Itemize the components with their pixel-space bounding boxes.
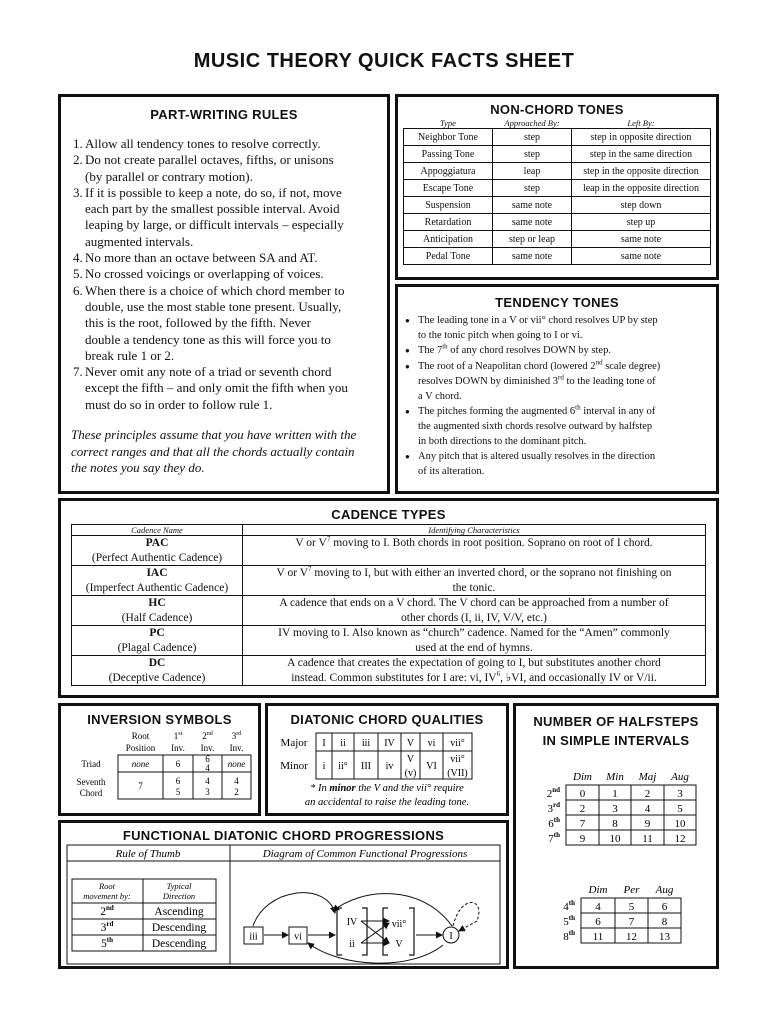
typical-direction: Descending	[151, 938, 207, 950]
major-chord: iii	[361, 738, 371, 749]
nct-header-approach: Approached By:	[504, 117, 560, 128]
minor-chord: (v)	[404, 768, 417, 779]
minor-chord: i	[322, 761, 326, 772]
rule-number: 5.	[73, 266, 83, 282]
interval-name: 5th	[563, 914, 575, 928]
rule-number: 1.	[73, 136, 83, 151]
nct-cell: step up	[572, 214, 711, 231]
cadence-desc-line: A cadence that creates the expectation of going to I, but substitutes another chord	[287, 657, 661, 669]
halfstep-value: 12	[674, 833, 686, 845]
part-writing-box	[58, 94, 390, 494]
rule-of-thumb-header: Rule of Thumb	[115, 848, 181, 860]
progressions-heading: FUNCTIONAL DIATONIC CHORD PROGRESSIONS	[122, 828, 445, 843]
cadence-desc-line: A cadence that ends on a V chord. The V chord can be approached from a number of	[279, 597, 669, 609]
cadence-full-name: (Deceptive Cadence)	[108, 671, 206, 684]
cadence-abbr: HC	[148, 597, 166, 609]
tendency-line: resolves DOWN by diminished 3rd to the leading tone of	[418, 373, 656, 387]
interval-col-header: Per	[623, 884, 640, 896]
nct-row	[404, 163, 711, 180]
tendency-line: ● The root of a Neapolitan chord (lowered 2nd scale degree)	[418, 358, 661, 373]
inversion-symbols-box	[58, 703, 261, 816]
halfstep-value: 7	[628, 916, 635, 928]
movement-header: Root	[98, 881, 116, 891]
rule-number: 4.	[73, 250, 83, 266]
cadence-abbr: DC	[148, 657, 166, 669]
interval-name: 4th	[563, 899, 575, 913]
tendency-line: ● The leading tone in a V or vii° chord resolves UP by step	[418, 315, 658, 326]
nct-cell: Passing Tone	[404, 146, 493, 163]
part-writing-rule	[61, 266, 387, 282]
triad-symbol: none	[131, 759, 150, 769]
cadence-name-cell	[72, 536, 243, 566]
tendency-line: ● Any pitch that is altered usually resolves in the direction	[418, 451, 656, 463]
cadence-row	[72, 626, 706, 656]
interval-col-header: Aug	[671, 771, 689, 783]
part-writing-heading: PART-WRITING RULES	[150, 107, 298, 122]
note-line: the notes you say they do.	[71, 460, 205, 476]
rule-line: No crossed voicings or overlapping of voices.	[85, 266, 324, 282]
triad-label: Triad	[81, 759, 101, 769]
non-chord-table	[403, 117, 711, 265]
cadence-desc-line: V or $V^7$ moving to I, but with either an inverted chord, or the soprano not finishing on	[276, 565, 672, 579]
chord-iii-label: iii	[249, 931, 258, 943]
halfstep-value: 9	[579, 833, 586, 845]
interval-name: 2nd	[546, 786, 560, 800]
nct-cell: same note	[493, 248, 572, 265]
diagram-header: Diagram of Common Functional Progressions	[262, 848, 468, 860]
triad-symbol: 6	[175, 759, 181, 769]
tendency-line: ● The pitches forming the augmented 6th interval in any of	[418, 403, 656, 418]
non-chord-tones-box	[395, 94, 719, 280]
nct-cell: Escape Tone	[404, 180, 493, 197]
part-writing-rule	[61, 250, 387, 266]
minor-chord: V	[406, 754, 415, 765]
rule-line: Never omit any note of a triad or seventh chord	[85, 364, 332, 380]
cadence-desc-cell	[243, 596, 706, 626]
major-chord: V	[406, 738, 415, 749]
halfstep-value: 2	[579, 803, 586, 815]
tendency-line: ● The 7th of any chord resolves DOWN by step.	[418, 342, 611, 357]
halfstep-value: 10	[674, 818, 686, 830]
minor-chord: VI	[426, 761, 437, 772]
cadence-desc-cell	[243, 536, 706, 566]
cadence-name-cell	[72, 566, 243, 596]
cadence-types-box	[58, 498, 719, 698]
seventh-label: Seventh	[76, 777, 106, 787]
part-writing-rule	[61, 152, 387, 185]
nct-header-left: Left By:	[627, 117, 655, 128]
rule-line: double, use the most stable tone present. Usually,	[85, 298, 342, 314]
page-title: MUSIC THEORY QUICK FACTS SHEET	[193, 50, 575, 72]
minor-chord: (VII)	[447, 768, 468, 779]
inversion-col-header: 3rd	[231, 731, 242, 741]
diatonic-note-line: * In minor the V and the vii° require	[310, 783, 464, 794]
rule-line: When there is a choice of which chord member to	[85, 282, 345, 298]
major-chord: vii°	[450, 738, 465, 749]
interval-col-header: Dim	[573, 771, 592, 783]
chord-V: V	[395, 939, 403, 950]
rule-line: Do not create parallel octaves, fifths, or unisons	[85, 152, 334, 168]
nct-row	[404, 248, 711, 265]
cadence-abbr: PAC	[145, 537, 169, 549]
typical-direction: Ascending	[154, 906, 204, 918]
minor-label: Minor	[280, 760, 308, 772]
halfstep-value: 3	[612, 803, 618, 815]
nct-cell: Retardation	[404, 214, 493, 231]
interval-name: 7th	[548, 831, 560, 845]
minor-chord: iv	[385, 761, 394, 772]
cadence-table	[71, 524, 706, 686]
note-line: These principles assume that you have written with the	[71, 427, 357, 443]
cadence-row	[72, 656, 706, 686]
cadence-abbr: IAC	[146, 567, 168, 579]
note-line: correct ranges and that all the chords actually contain	[71, 443, 355, 459]
inversion-col-header-sub: Inv.	[171, 743, 185, 753]
halfsteps-box	[513, 703, 719, 969]
nct-cell: Suspension	[404, 197, 493, 214]
triad-symbol: none	[227, 759, 246, 769]
rule-line: augmented intervals.	[85, 233, 194, 249]
nct-header-type: Type	[440, 117, 456, 128]
nct-cell: same note	[572, 248, 711, 265]
nct-row	[404, 197, 711, 214]
nct-cell: step or leap	[493, 231, 572, 248]
part-writing-note	[61, 427, 387, 477]
movement-header: movement by:	[83, 891, 131, 901]
rule-line: Allow all tendency tones to resolve correctly.	[85, 136, 321, 151]
nct-cell: Pedal Tone	[404, 248, 493, 265]
cadence-desc-cell	[243, 656, 706, 686]
nct-cell: step in the same direction	[572, 146, 711, 163]
rule-line: If it is possible to keep a note, do so, if not, move	[85, 184, 342, 200]
inversion-heading: INVERSION SYMBOLS	[87, 712, 232, 727]
tendency-line: a V chord.	[418, 390, 462, 402]
cadence-desc-line: the tonic.	[452, 581, 496, 594]
diatonic-chord-box	[265, 703, 509, 816]
rule-line: each part by the smallest possible interval. Avoid	[85, 201, 340, 217]
halfstep-value: 11	[592, 931, 604, 943]
seventh-symbol: 4	[234, 776, 239, 786]
tendency-item	[398, 314, 716, 343]
part-writing-rule	[61, 283, 387, 364]
nct-cell: Anticipation	[404, 231, 493, 248]
rule-line: this is the root, followed by the fifth. Never	[85, 315, 312, 331]
rule-line: double a tendency tone as this will force you to	[85, 331, 331, 347]
halfstep-value: 10	[609, 833, 621, 845]
tendency-line: in both directions to the dominant pitch.	[418, 435, 587, 447]
seventh-symbol: 2	[234, 787, 239, 797]
rule-number: 2.	[73, 152, 83, 168]
part-writing-rule	[61, 364, 387, 413]
cadence-desc-cell	[243, 566, 706, 596]
major-chord: vi	[427, 738, 436, 749]
nct-cell: step in opposite direction	[572, 129, 711, 146]
seventh-symbol: 6	[175, 776, 181, 786]
cadence-desc-line: instead. Common substitutes for I are: vi, $IV^6$, ♭VI, and occasionally IV or V/ii.	[291, 669, 657, 684]
direction-header: Direction	[162, 891, 196, 901]
nct-cell: Appoggiatura	[404, 163, 493, 180]
nct-cell: step	[493, 180, 572, 197]
tendency-tones-box	[395, 284, 719, 494]
major-chord: I	[322, 738, 326, 749]
chord-IV: IV	[346, 917, 358, 928]
non-chord-heading: NON-CHORD TONES	[490, 102, 624, 117]
cadence-header-char: Identifying Characteristics	[243, 525, 706, 536]
halfsteps-tables	[516, 750, 716, 960]
part-writing-rule	[61, 136, 387, 152]
nct-row	[404, 180, 711, 197]
rule-line: No more than an octave between SA and AT.	[85, 250, 318, 266]
cadence-abbr: PC	[149, 627, 165, 639]
nct-cell: step	[493, 146, 572, 163]
halfstep-value: 9	[644, 818, 651, 830]
diatonic-note-line: an accidental to raise the leading tone.	[304, 797, 470, 808]
nct-cell: leap	[493, 163, 572, 180]
cadence-desc-line: other chords (I, ii, IV, V/V, etc.)	[401, 611, 547, 624]
nct-cell: same note	[493, 197, 572, 214]
cadence-header-name: Cadence Name	[72, 525, 243, 536]
nct-row	[404, 129, 711, 146]
cadence-desc-cell	[243, 626, 706, 656]
minor-chord: III	[361, 761, 371, 772]
halfstep-value: 6	[595, 916, 601, 928]
part-writing-rule	[61, 185, 387, 250]
diatonic-table	[268, 727, 506, 812]
nct-row	[404, 146, 711, 163]
chord-I-label: I	[449, 931, 453, 942]
inversion-col-header: Root	[131, 731, 150, 741]
cadence-full-name: (Perfect Authentic Cadence)	[91, 551, 223, 564]
halfstep-value: 8	[661, 916, 668, 928]
minor-chord: ii°	[338, 761, 348, 772]
inversion-col-header-sub: Inv.	[200, 743, 215, 753]
halfstep-value: 5	[628, 901, 635, 913]
root-movement: 5th	[101, 936, 113, 950]
halfstep-value: 4	[595, 901, 601, 913]
inversion-col-header: 1st	[173, 731, 183, 741]
nct-row	[404, 231, 711, 248]
cadence-row	[72, 536, 706, 566]
rule-number: 3.	[73, 184, 83, 200]
cadence-row	[72, 566, 706, 596]
tendency-item	[398, 360, 716, 404]
interval-name: 6th	[548, 816, 560, 830]
interval-name: 8th	[563, 929, 575, 943]
halfsteps-heading-1: NUMBER OF HALFSTEPS	[533, 714, 699, 729]
halfstep-value: 1	[612, 788, 618, 800]
nct-cell: step	[493, 129, 572, 146]
diatonic-heading: DIATONIC CHORD QUALITIES	[290, 712, 484, 727]
cadence-name-cell	[72, 656, 243, 686]
rule-number: 6.	[73, 282, 83, 298]
halfstep-value: 0	[579, 788, 586, 800]
cadence-desc-line: V or $V^7$ moving to I. Both chords in root position. Soprano on root of I chord.	[295, 535, 653, 549]
tendency-line: the augmented sixth chords resolve outward by halfstep	[418, 420, 653, 432]
halfstep-value: 3	[677, 788, 683, 800]
nct-cell: same note	[493, 214, 572, 231]
progressions-panel	[61, 843, 506, 968]
direction-header: Typical	[166, 881, 192, 891]
nct-cell: leap in the opposite direction	[572, 180, 711, 197]
cadence-full-name: (Imperfect Authentic Cadence)	[85, 581, 229, 594]
root-movement: 2nd	[100, 904, 114, 918]
seventh-symbol: 7	[138, 781, 143, 791]
cadence-full-name: (Half Cadence)	[121, 611, 193, 624]
cadence-full-name: (Plagal Cadence)	[117, 641, 197, 654]
rule-line: except the fifth – and only omit the fifth when you	[85, 380, 348, 396]
rule-line: leaping by large, or difficult intervals – especially	[85, 217, 344, 233]
rule-line: break rule 1 or 2.	[85, 347, 175, 363]
halfstep-value: 7	[579, 818, 586, 830]
nct-cell: step in the opposite direction	[572, 163, 711, 180]
tendency-line: to the tonic pitch when going to I or vi.	[418, 329, 583, 341]
chord-vii-dim: vii°	[391, 919, 407, 930]
tendency-item	[398, 344, 716, 359]
inversion-col-header-sub: Inv.	[229, 743, 244, 753]
cadence-desc-line: IV moving to I. Also known as “church” cadence. Named for the “Amen” commonly	[278, 627, 670, 639]
inversion-col-header: 2nd	[202, 731, 213, 741]
cadence-name-cell	[72, 596, 243, 626]
major-label: Major	[280, 737, 308, 749]
interval-name: 3rd	[547, 801, 560, 815]
halfstep-value: 5	[677, 803, 683, 815]
seventh-symbol: 3	[205, 787, 210, 797]
seventh-symbol: 4	[205, 776, 210, 786]
seventh-symbol: 5	[175, 787, 181, 797]
interval-col-header: Min	[606, 771, 624, 783]
major-chord: IV	[384, 738, 395, 749]
major-chord: ii	[340, 738, 346, 749]
seventh-label-2: Chord	[79, 788, 103, 798]
typical-direction: Descending	[151, 922, 207, 934]
nct-cell: same note	[572, 231, 711, 248]
halfsteps-heading-2: IN SIMPLE INTERVALS	[542, 733, 690, 748]
cadence-desc-line: used at the end of hymns.	[415, 641, 533, 654]
halfstep-value: 13	[659, 931, 670, 943]
rule-number: 7.	[73, 364, 83, 380]
nct-cell: Neighbor Tone	[404, 129, 493, 146]
halfstep-value: 4	[644, 803, 651, 815]
halfstep-value: 6	[661, 901, 668, 913]
inversion-table	[61, 727, 258, 812]
nct-cell: step down	[572, 197, 711, 214]
chord-vi-label: vi	[294, 931, 302, 943]
tendency-item	[398, 450, 716, 479]
cadence-row	[72, 596, 706, 626]
interval-col-header: Aug	[655, 884, 674, 896]
root-movement: 3rd	[100, 920, 114, 934]
chord-ii: ii	[349, 939, 355, 950]
halfstep-value: 2	[644, 788, 651, 800]
part-writing-list	[61, 136, 387, 413]
halfstep-value: 8	[612, 818, 618, 830]
rule-line: must do so in order to follow rule 1.	[85, 396, 273, 412]
tendency-list	[398, 314, 716, 480]
triad-symbol: 4	[205, 763, 210, 773]
triad-symbol: 6	[205, 754, 210, 764]
interval-col-header: Maj	[638, 771, 657, 783]
cadence-name-cell	[72, 626, 243, 656]
nct-row	[404, 214, 711, 231]
minor-chord: vii°	[450, 754, 465, 765]
progressions-box	[58, 820, 509, 969]
halfstep-value: 11	[642, 833, 653, 845]
rule-line: (by parallel or contrary motion).	[85, 168, 253, 184]
tendency-heading: TENDENCY TONES	[495, 295, 619, 310]
halfstep-value: 12	[626, 931, 637, 943]
tendency-item	[398, 405, 716, 449]
tendency-line: of its alteration.	[418, 466, 485, 478]
inversion-col-header-sub: Position	[125, 743, 156, 753]
interval-col-header: Dim	[588, 884, 608, 896]
cadence-heading: CADENCE TYPES	[331, 507, 446, 522]
